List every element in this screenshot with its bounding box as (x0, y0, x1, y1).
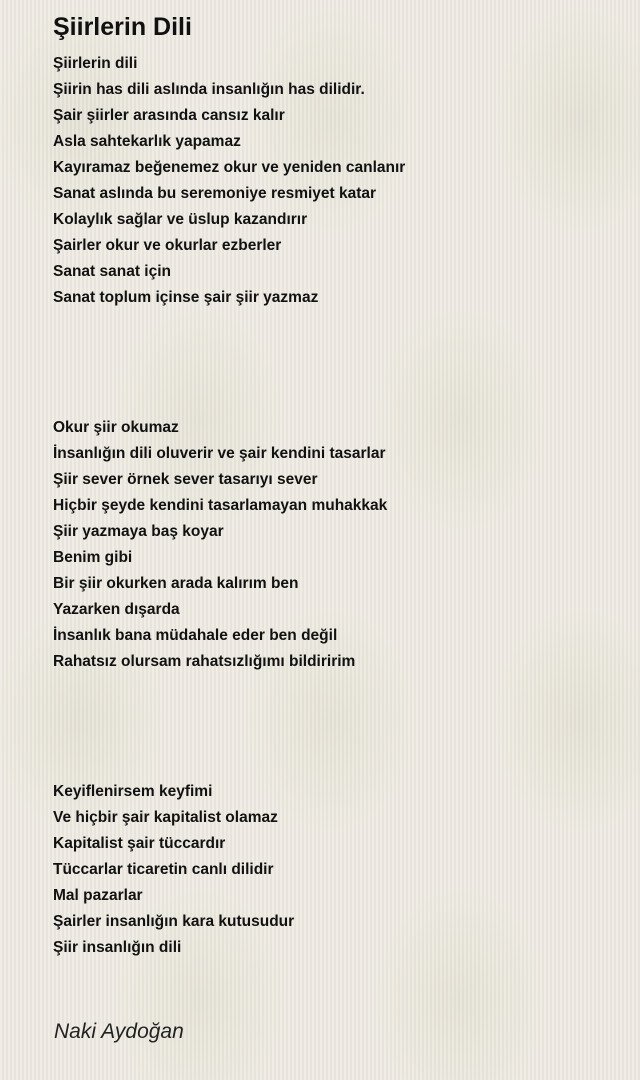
poem-line: Ve hiçbir şair kapitalist olamaz (53, 809, 278, 826)
poem-line: Rahatsız olursam rahatsızlığımı bildiririm (53, 653, 356, 670)
poem-line: Şiirin has dili aslında insanlığın has dilidir. (53, 81, 365, 98)
poem-line: Asla sahtekarlık yapamaz (53, 133, 241, 150)
poem-line: Okur şiir okumaz (53, 419, 179, 436)
poem-author: Naki Aydoğan (54, 1020, 184, 1043)
poem-line: Sanat sanat için (53, 263, 172, 280)
poem-line: Sanat toplum içinse şair şiir yazmaz (53, 289, 319, 306)
poem-line: Şiirlerin dili (53, 55, 138, 72)
poem-line: Mal pazarlar (53, 887, 143, 904)
poem-title: Şiirlerin Dili (53, 13, 192, 41)
poem-line: Benim gibi (53, 549, 133, 566)
poem-line: Şiir insanlığın dili (53, 939, 182, 956)
poem-line: Şiir sever örnek sever tasarıyı sever (53, 471, 318, 488)
poem-line: Kolaylık sağlar ve üslup kazandırır (53, 211, 308, 228)
poem-line: Keyiflenirsem keyfimi (53, 783, 213, 800)
poem-line: Yazarken dışarda (53, 601, 180, 618)
poem-line: İnsanlığın dili oluverir ve şair kendini tasarlar (53, 445, 386, 462)
poem-line: Tüccarlar ticaretin canlı dilidir (53, 861, 274, 878)
poem-line: Şair şiirler arasında cansız kalır (53, 107, 285, 124)
stanza-3 (53, 779, 405, 961)
stanza-1 (53, 51, 405, 311)
poem-line: Hiçbir şeyde kendini tasarlamayan muhakkak (53, 497, 388, 514)
poem-line: İnsanlık bana müdahale eder ben değil (53, 627, 338, 644)
poem-line: Şiir yazmaya baş koyar (53, 523, 224, 540)
poem-line: Şairler okur ve okurlar ezberler (53, 237, 282, 254)
poem-line: Bir şiir okurken arada kalırım ben (53, 575, 299, 592)
poem-line: Sanat aslında bu seremoniye resmiyet katar (53, 185, 377, 202)
poem-line: Şairler insanlığın kara kutusudur (53, 913, 295, 930)
stanza-2 (53, 415, 405, 675)
poem-body (53, 51, 405, 1065)
poem-line: Kapitalist şair tüccardır (53, 835, 226, 852)
poem-line: Kayıramaz beğenemez okur ve yeniden canlanır (53, 159, 406, 176)
